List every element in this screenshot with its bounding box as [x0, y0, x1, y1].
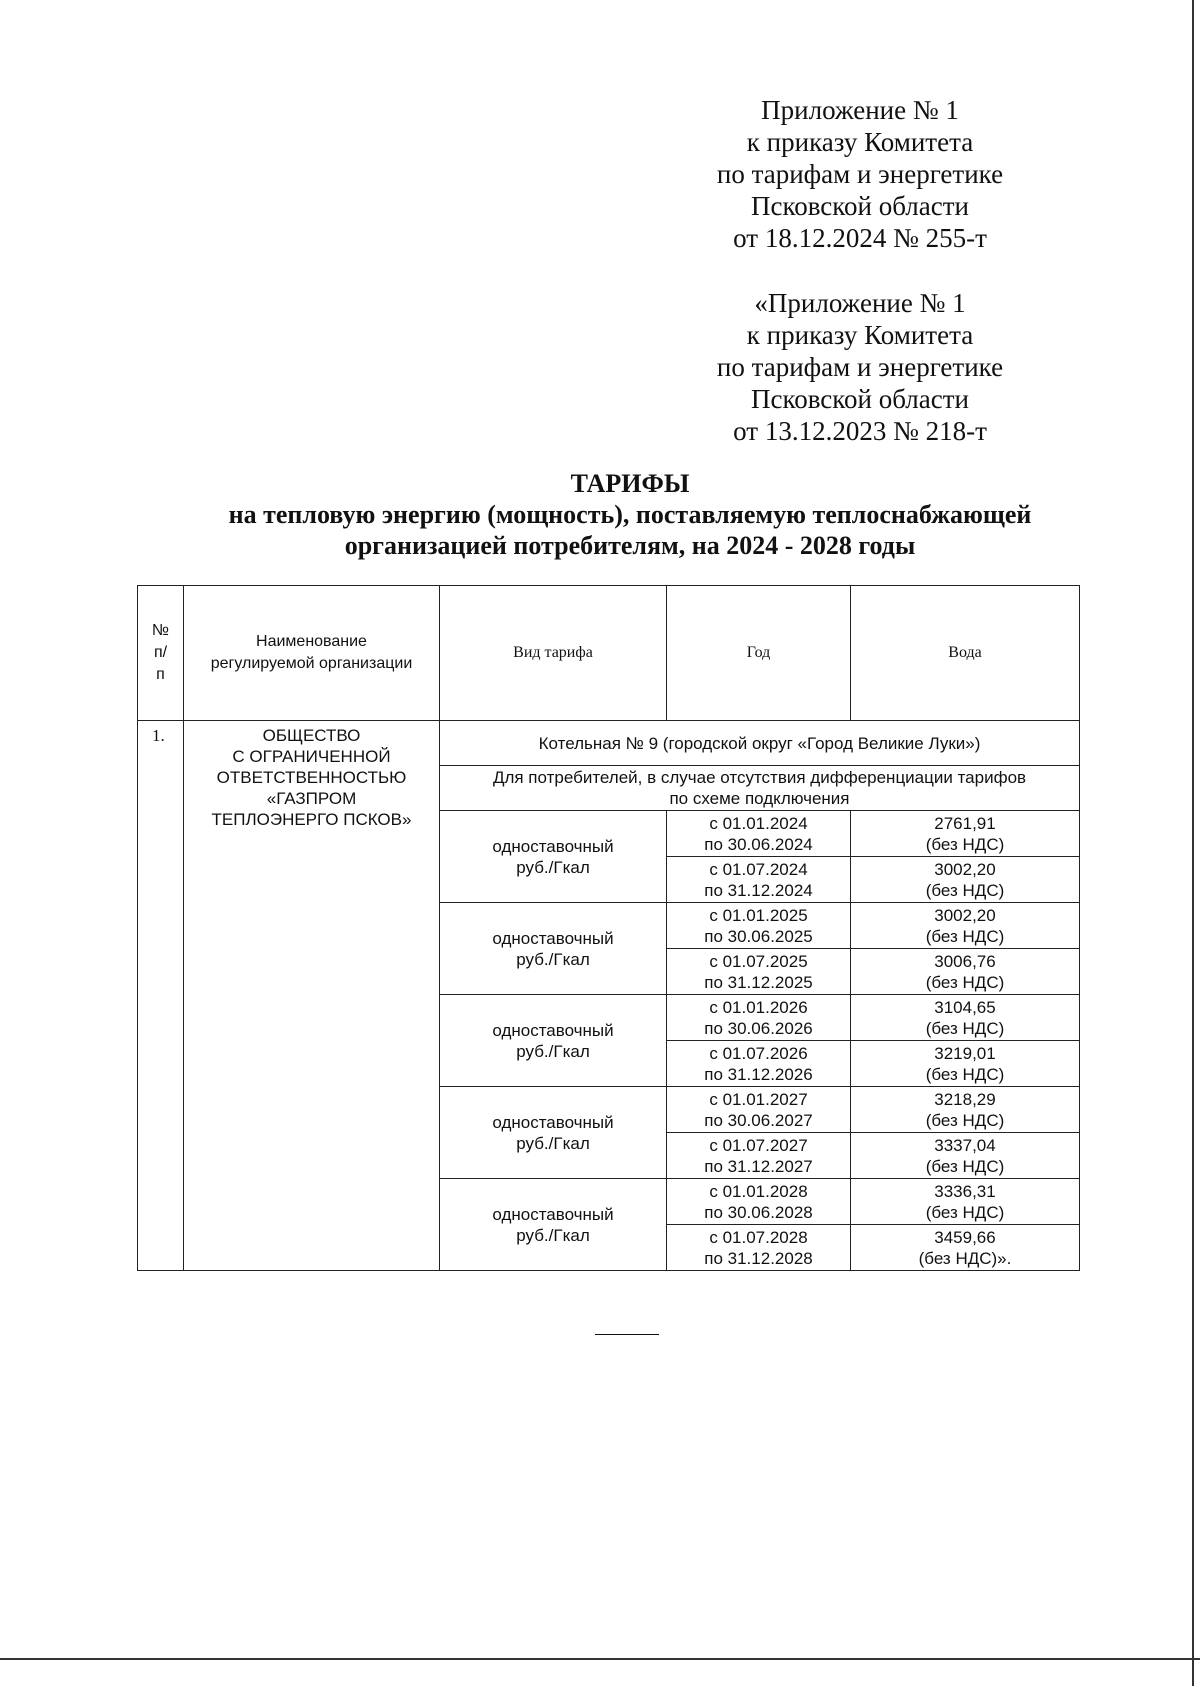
appendix-line: к приказу Комитета [746, 320, 974, 350]
period-dates: с 01.07.2028 по 31.12.2028 [667, 1225, 851, 1271]
appendix-line: от 13.12.2023 № 218-т [733, 416, 987, 446]
header-year: Год [667, 586, 851, 721]
tariff-value: 3002,20 (без НДС) [851, 857, 1080, 903]
period-dates: с 01.01.2024 по 30.06.2024 [667, 811, 851, 857]
tariff-value: 3459,66 (без НДС)». [851, 1225, 1080, 1271]
tariff-value: 3104,65 (без НДС) [851, 995, 1080, 1041]
period-dates: с 01.01.2028 по 30.06.2028 [667, 1179, 851, 1225]
appendix-line: Псковской области [750, 384, 969, 414]
organization-name: ОБЩЕСТВО С ОГРАНИЧЕННОЙ ОТВЕТСТВЕННОСТЬЮ «ГАЗПРОМ ТЕПЛОЭНЕРГО ПСКОВ» [184, 721, 440, 1271]
appendix-line: Псковской области [750, 191, 969, 221]
period-dates: с 01.01.2027 по 30.06.2027 [667, 1087, 851, 1133]
appendix-line: по тарифам и энергетике [716, 159, 1004, 189]
tariff-value: 3219,01 (без НДС) [851, 1041, 1080, 1087]
appendix-line: к приказу Комитета [746, 127, 974, 157]
title-heading: ТАРИФЫ [570, 469, 690, 498]
tariff-value: 3218,29 (без НДС) [851, 1087, 1080, 1133]
period-dates: с 01.01.2025 по 30.06.2025 [667, 903, 851, 949]
tariff-type: одноставочный руб./Гкал [440, 995, 667, 1087]
appendix-line: Приложение № 1 [761, 95, 959, 125]
period-dates: с 01.01.2026 по 30.06.2026 [667, 995, 851, 1041]
header-row [138, 586, 1080, 721]
row-number: 1. [138, 721, 184, 1271]
end-rule-divider [595, 1334, 659, 1335]
tariff-value: 2761,91 (без НДС) [851, 811, 1080, 857]
tariff-value: 3337,04 (без НДС) [851, 1133, 1080, 1179]
appendix-line: по тарифам и энергетике [716, 352, 1004, 382]
appendix-line: «Приложение № 1 [754, 288, 966, 318]
header-tariff-type: Вид тарифа [440, 586, 667, 721]
header-organization: Наименование регулируемой организации [184, 586, 440, 721]
tariff-type: одноставочный руб./Гкал [440, 1179, 667, 1271]
differentiation-note: Для потребителей, в случае отсутствия дифференциации тарифов по схеме подключения [440, 766, 1080, 811]
tariff-table [137, 585, 1080, 1271]
tariff-type: одноставочный руб./Гкал [440, 811, 667, 903]
page-edge-bottom [0, 1658, 1200, 1660]
appendix-line: от 18.12.2024 № 255-т [733, 223, 987, 253]
boiler-row [138, 721, 1080, 766]
appendix-previous [680, 287, 1040, 447]
header-number: № п/ п [138, 586, 184, 721]
title-subheading: организацией потребителям, на 2024 - 2028 годы [344, 531, 916, 560]
period-dates: с 01.07.2025 по 31.12.2025 [667, 949, 851, 995]
period-dates: с 01.07.2024 по 31.12.2024 [667, 857, 851, 903]
header-water: Вода [851, 586, 1080, 721]
title-subheading: на тепловую энергию (мощность), поставляемую теплоснабжающей [228, 500, 1032, 529]
document-title [150, 468, 1110, 561]
period-dates: с 01.07.2027 по 31.12.2027 [667, 1133, 851, 1179]
tariff-type: одноставочный руб./Гкал [440, 1087, 667, 1179]
period-dates: с 01.07.2026 по 31.12.2026 [667, 1041, 851, 1087]
tariff-value: 3006,76 (без НДС) [851, 949, 1080, 995]
tariff-value: 3002,20 (без НДС) [851, 903, 1080, 949]
boiler-name: Котельная № 9 (городской округ «Город Великие Луки») [440, 721, 1080, 766]
tariff-value: 3336,31 (без НДС) [851, 1179, 1080, 1225]
page-edge-right [1192, 0, 1194, 1686]
appendix-current [680, 94, 1040, 254]
tariff-type: одноставочный руб./Гкал [440, 903, 667, 995]
